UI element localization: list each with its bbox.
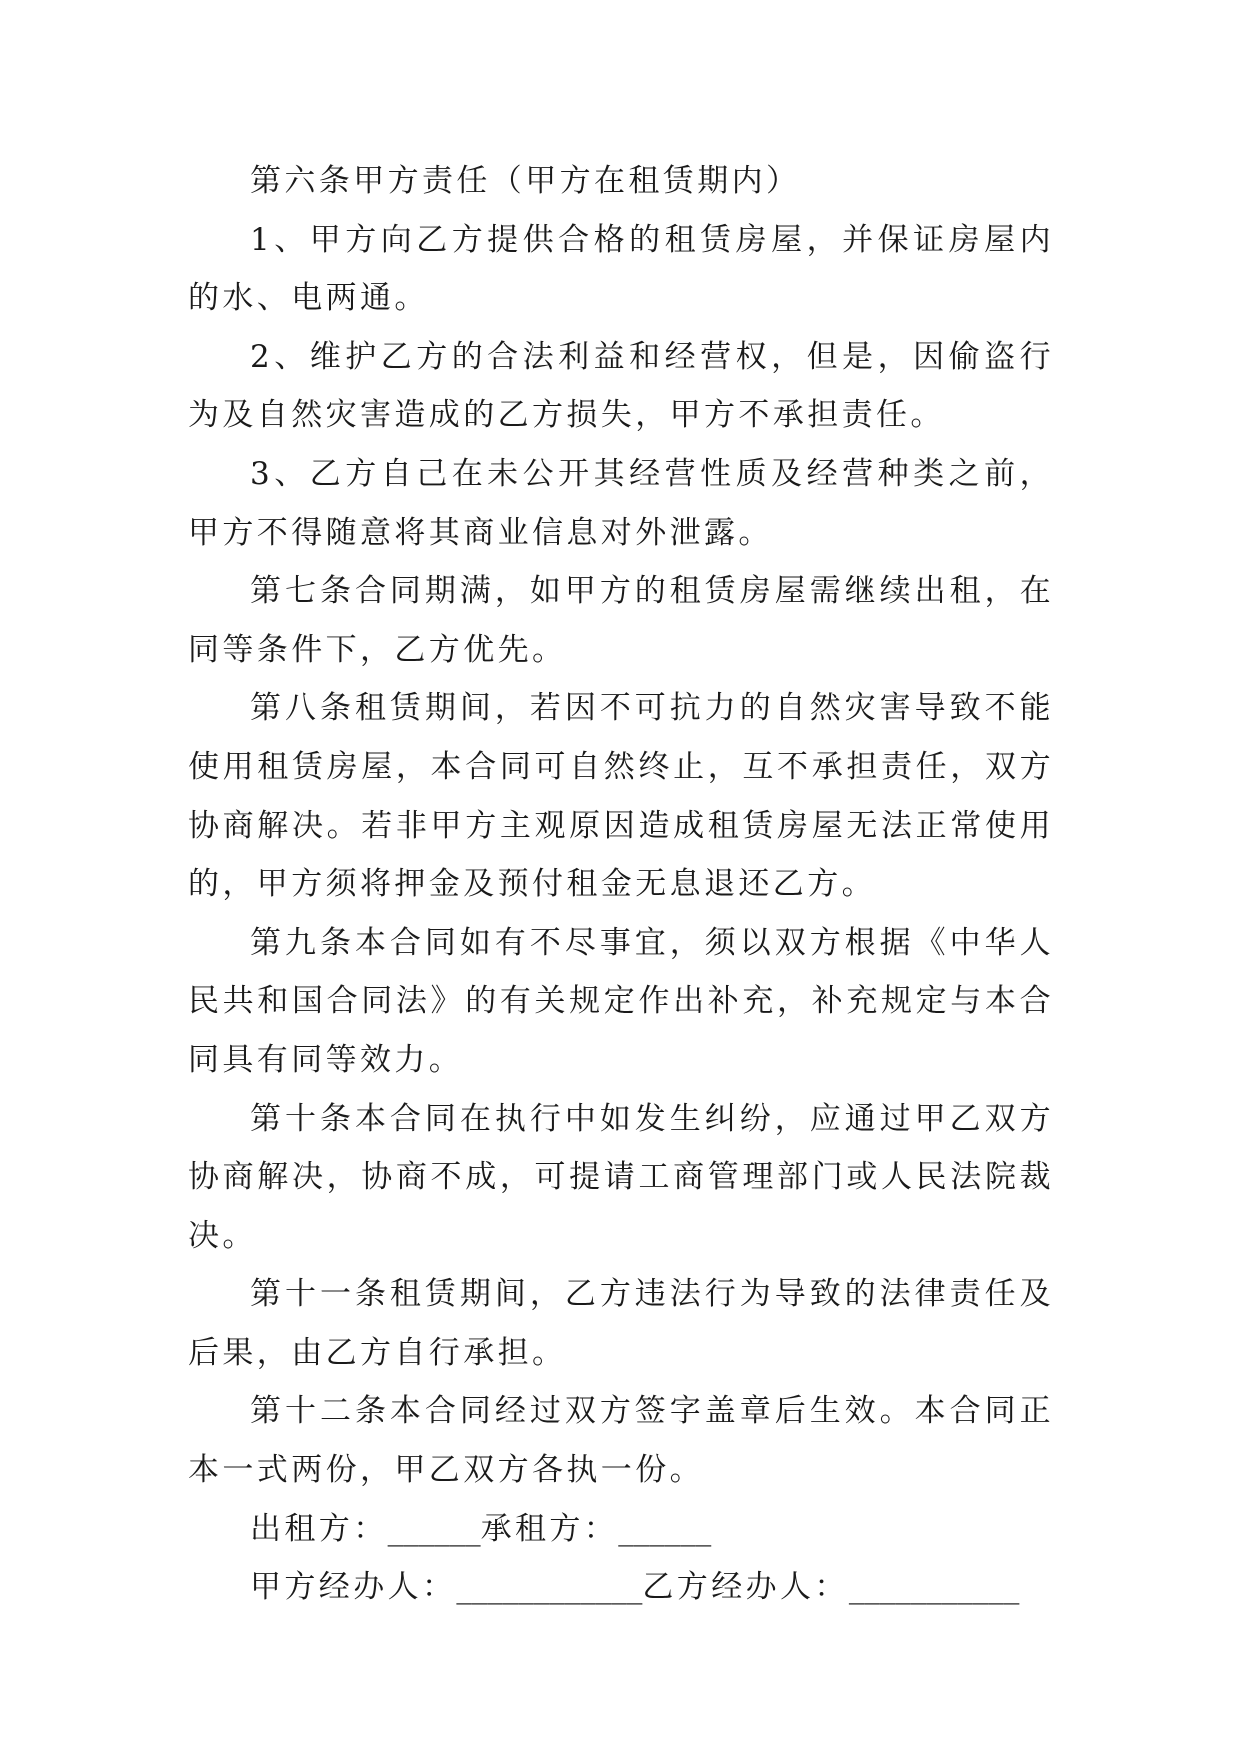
lessor-label: 出租方： (250, 1510, 388, 1547)
signature-line-parties (188, 1500, 1054, 1559)
lessee-blank: ______ (618, 1510, 712, 1547)
article-6-item-3: 3、乙方自己在未公开其经营性质及经营种类之前，甲方不得随意将其商业信息对外泄露。 (188, 455, 1054, 551)
article-10: 第十条本合同在执行中如发生纠纷，应通过甲乙双方协商解决，协商不成，可提请工商管理部门或人民法院裁决。 (188, 1100, 1054, 1254)
document-body (188, 152, 1054, 1617)
party-b-agent-label: 乙方经办人： (642, 1569, 849, 1606)
lessee-label: 承租方： (480, 1510, 619, 1547)
lessor-blank: ______ (387, 1510, 481, 1547)
article-6-item-2: 2、维护乙方的合法利益和经营权，但是，因偷盗行为及自然灾害造成的乙方损失，甲方不承担责任。 (188, 338, 1054, 434)
party-a-agent-label: 甲方经办人： (250, 1569, 457, 1606)
article-9: 第九条本合同如有不尽事宜，须以双方根据《中华人民共和国合同法》的有关规定作出补充，补充规定与本合同具有同等效力。 (188, 924, 1054, 1078)
article-6-title: 第六条甲方责任（甲方在租赁期内） (250, 163, 801, 199)
article-12: 第十二条本合同经过双方签字盖章后生效。本合同正本一式两份，甲乙双方各执一份。 (188, 1393, 1054, 1489)
article-6-item-1: 1、甲方向乙方提供合格的租赁房屋，并保证房屋内的水、电两通。 (188, 221, 1054, 317)
party-b-agent-blank: ___________ (848, 1569, 1020, 1606)
party-a-agent-blank: ____________ (456, 1569, 643, 1606)
article-8: 第八条租赁期间，若因不可抗力的自然灾害导致不能使用租赁房屋，本合同可自然终止，互不承担责任，双方协商解决。若非甲方主观原因造成租赁房屋无法正常使用的，甲方须将押金及预付租金无息退还乙方。 (188, 690, 1054, 903)
signature-line-agents (188, 1558, 1054, 1617)
article-11: 第十一条租赁期间，乙方违法行为导致的法律责任及后果，由乙方自行承担。 (188, 1276, 1054, 1371)
article-7: 第七条合同期满，如甲方的租赁房屋需继续出租，在同等条件下，乙方优先。 (188, 573, 1054, 668)
